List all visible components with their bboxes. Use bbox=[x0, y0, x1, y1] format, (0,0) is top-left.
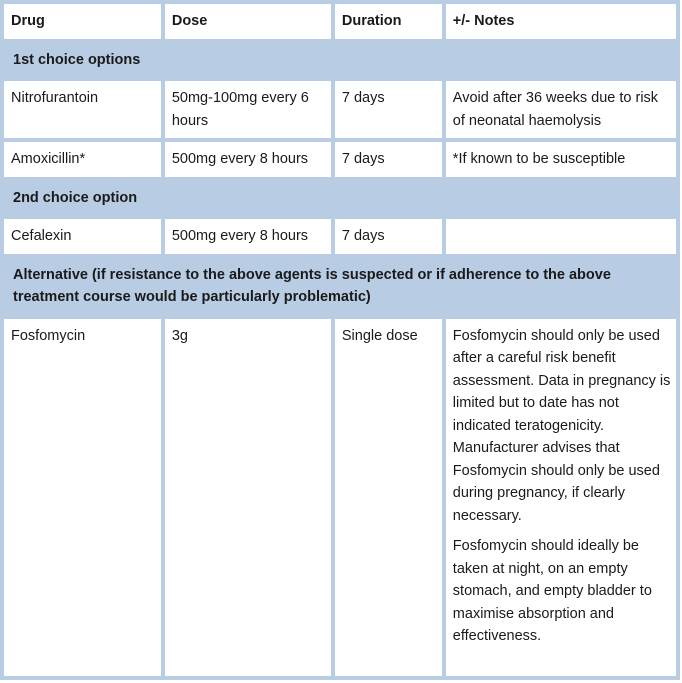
notes-paragraph: Fosfomycin should only be used after a careful risk benefit assessment. Data in pregnancy is limited but to date has not indicated teratogenicity. Manufacturer advises that Fosfomycin should only be used during pregnancy, if clearly necessary. bbox=[452, 327, 671, 524]
drug-cell: Cefalexin bbox=[4, 219, 161, 254]
dose-cell: 50mg-100mg every 6 hours bbox=[165, 81, 331, 138]
duration-cell: 7 days bbox=[335, 219, 442, 254]
duration-cell: 7 days bbox=[335, 142, 442, 177]
drug-cell: Fosfomycin bbox=[4, 319, 161, 677]
drug-cell: Amoxicillin* bbox=[4, 142, 161, 177]
dose-cell: 500mg every 8 hours bbox=[165, 219, 331, 254]
section-alternative: Alternative (if resistance to the above agents is suspected or if adherence to the above treatment course would be particularly problematic) bbox=[4, 258, 676, 315]
notes-cell: *If known to be susceptible bbox=[446, 142, 676, 177]
header-duration: Duration bbox=[335, 4, 442, 39]
table-row bbox=[4, 142, 676, 177]
table-row bbox=[4, 219, 676, 254]
drug-cell: Nitrofurantoin bbox=[4, 81, 161, 138]
table-row bbox=[4, 319, 676, 677]
section-row-alternative bbox=[4, 258, 676, 315]
header-drug: Drug bbox=[4, 4, 161, 39]
notes-cell bbox=[446, 319, 676, 677]
section-row-first-choice bbox=[4, 43, 676, 78]
duration-cell: Single dose bbox=[335, 319, 442, 677]
dose-cell: 500mg every 8 hours bbox=[165, 142, 331, 177]
notes-cell: Avoid after 36 weeks due to risk of neonatal haemolysis bbox=[446, 81, 676, 138]
header-dose: Dose bbox=[165, 4, 331, 39]
header-notes: +/- Notes bbox=[446, 4, 676, 39]
dose-cell: 3g bbox=[165, 319, 331, 677]
section-second-choice: 2nd choice option bbox=[4, 181, 676, 216]
duration-cell: 7 days bbox=[335, 81, 442, 138]
notes-paragraph: Fosfomycin should ideally be taken at night, on an empty stomach, and empty bladder to maximise absorption and effectiveness. bbox=[452, 538, 652, 644]
header-row bbox=[4, 4, 676, 39]
notes-cell bbox=[446, 219, 676, 254]
section-first-choice: 1st choice options bbox=[4, 43, 676, 78]
table-row bbox=[4, 81, 676, 138]
section-row-second-choice bbox=[4, 181, 676, 216]
